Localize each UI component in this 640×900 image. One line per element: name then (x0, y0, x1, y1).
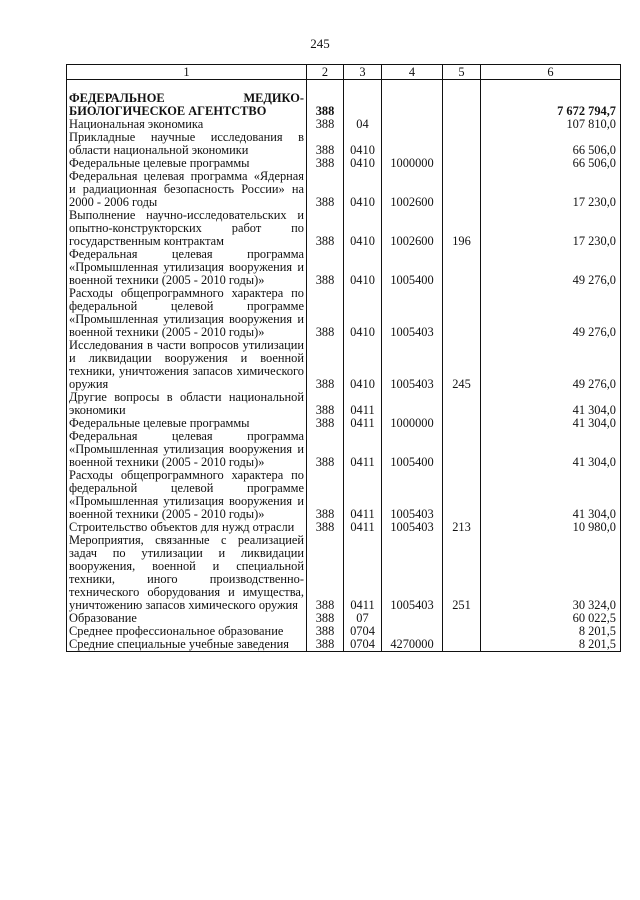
ministry-code: 388 (307, 339, 344, 391)
section-code: 0410 (344, 170, 382, 209)
ministry-code: 388 (307, 131, 344, 157)
amount-value: 66 506,0 (481, 157, 621, 170)
section-code: 0410 (344, 339, 382, 391)
expense-type-code (443, 612, 481, 625)
ministry-code: 388 (307, 157, 344, 170)
row-name: Расходы общепрограммного характера по федеральной целевой программе «Промышленная утилизация вооружения и военной техники (2005 - 2010 годы)» (67, 287, 307, 339)
ministry-code: 388 (307, 248, 344, 287)
ministry-code: 388 (307, 430, 344, 469)
row-name: Федеральная целевая программа «Ядерная и радиационная безопасность России» на 2000 - 2006 годы (67, 170, 307, 209)
column-header-5: 5 (443, 65, 481, 80)
target-article-code: 1005400 (382, 430, 443, 469)
ministry-code: 388 (307, 209, 344, 248)
amount-value: 8 201,5 (481, 638, 621, 652)
ministry-code: 388 (307, 287, 344, 339)
target-article-code: 1005403 (382, 521, 443, 534)
row-name: Среднее профессиональное образование (67, 625, 307, 638)
expense-type-code (443, 417, 481, 430)
ministry-code: 388 (307, 170, 344, 209)
section-code: 0411 (344, 469, 382, 521)
row-name: Федеральная целевая программа «Промышленная утилизация вооружения и военной техники (2005 - 2010 годы)» (67, 248, 307, 287)
row-name: Выполнение научно-исследовательских и опытно-конструкторских работ по государственным контрактам (67, 209, 307, 248)
amount-value: 8 201,5 (481, 625, 621, 638)
section-code: 0410 (344, 209, 382, 248)
ministry-code: 388 (307, 534, 344, 612)
column-header-4: 4 (382, 65, 443, 80)
column-header-2: 2 (307, 65, 344, 80)
row-name: Федеральные целевые программы (67, 157, 307, 170)
target-article-code (382, 131, 443, 157)
amount-value: 49 276,0 (481, 339, 621, 391)
target-article-code: 1005403 (382, 534, 443, 612)
amount-value: 7 672 794,7 (481, 92, 621, 118)
row-name: Расходы общепрограммного характера по федеральной целевой программе «Промышленная утилизация вооружения и военной техники (2005 - 2010 годы)» (67, 469, 307, 521)
expense-type-code (443, 131, 481, 157)
amount-value: 41 304,0 (481, 391, 621, 417)
expense-type-code: 213 (443, 521, 481, 534)
target-article-code: 1005403 (382, 469, 443, 521)
section-code: 07 (344, 612, 382, 625)
page-number: 245 (310, 36, 330, 51)
section-code: 0411 (344, 521, 382, 534)
target-article-code: 1002600 (382, 209, 443, 248)
amount-value: 17 230,0 (481, 170, 621, 209)
ministry-code: 388 (307, 391, 344, 417)
table-row (67, 638, 621, 652)
amount-value: 17 230,0 (481, 209, 621, 248)
table-row (67, 430, 621, 469)
section-code (344, 92, 382, 118)
expense-type-code (443, 469, 481, 521)
table-row (67, 209, 621, 248)
expense-type-code (443, 170, 481, 209)
expense-type-code (443, 92, 481, 118)
expense-type-code (443, 118, 481, 131)
table-header (67, 65, 621, 80)
ministry-code: 388 (307, 625, 344, 638)
target-article-code: 4270000 (382, 638, 443, 652)
amount-value: 49 276,0 (481, 248, 621, 287)
ministry-code: 388 (307, 92, 344, 118)
target-article-code: 1000000 (382, 157, 443, 170)
section-code: 0704 (344, 625, 382, 638)
column-header-3: 3 (344, 65, 382, 80)
expense-type-code: 245 (443, 339, 481, 391)
row-name: Другие вопросы в области национальной экономики (67, 391, 307, 417)
target-article-code: 1005403 (382, 287, 443, 339)
amount-value: 41 304,0 (481, 469, 621, 521)
row-name: Исследования в части вопросов утилизации и ликвидации вооружения и военной техники, уничтожения запасов химического оружия (67, 339, 307, 391)
section-code: 0410 (344, 287, 382, 339)
table-row (67, 339, 621, 391)
expense-type-code (443, 391, 481, 417)
ministry-code: 388 (307, 118, 344, 131)
section-code: 0410 (344, 157, 382, 170)
column-header-1: 1 (67, 65, 307, 80)
table-row (67, 469, 621, 521)
section-code: 0411 (344, 534, 382, 612)
row-name: Национальная экономика (67, 118, 307, 131)
section-code: 0411 (344, 430, 382, 469)
ministry-code: 388 (307, 638, 344, 652)
amount-value: 49 276,0 (481, 287, 621, 339)
section-code: 0411 (344, 417, 382, 430)
table-row (67, 170, 621, 209)
table-row (67, 534, 621, 612)
expense-type-code (443, 248, 481, 287)
expense-type-code (443, 287, 481, 339)
expense-type-code: 196 (443, 209, 481, 248)
section-code: 0704 (344, 638, 382, 652)
expense-type-code (443, 157, 481, 170)
ministry-code: 388 (307, 469, 344, 521)
amount-value: 41 304,0 (481, 417, 621, 430)
budget-table (66, 64, 621, 652)
table-row (67, 287, 621, 339)
target-article-code (382, 92, 443, 118)
section-code: 0410 (344, 248, 382, 287)
amount-value: 30 324,0 (481, 534, 621, 612)
row-name: Мероприятия, связанные с реализацией задач по утилизации и ликвидации вооружения, военной и специальной техники, иного производственно-технического оборудования и имущества, уничтожению запасов химического оружия (67, 534, 307, 612)
table-body (67, 80, 621, 652)
row-name: Образование (67, 612, 307, 625)
amount-value: 41 304,0 (481, 430, 621, 469)
amount-value: 107 810,0 (481, 118, 621, 131)
ministry-code: 388 (307, 521, 344, 534)
amount-value: 10 980,0 (481, 521, 621, 534)
section-code: 0410 (344, 131, 382, 157)
target-article-code: 1005403 (382, 339, 443, 391)
target-article-code: 1002600 (382, 170, 443, 209)
column-header-6: 6 (481, 65, 621, 80)
table-row (67, 391, 621, 417)
row-name: Средние специальные учебные заведения (67, 638, 307, 652)
expense-type-code (443, 638, 481, 652)
row-name: Федеральные целевые программы (67, 417, 307, 430)
target-article-code (382, 391, 443, 417)
ministry-code: 388 (307, 417, 344, 430)
table-row (67, 248, 621, 287)
amount-value: 66 506,0 (481, 131, 621, 157)
expense-type-code (443, 430, 481, 469)
target-article-code (382, 118, 443, 131)
amount-value: 60 022,5 (481, 612, 621, 625)
table-row (67, 92, 621, 118)
table-row (67, 131, 621, 157)
target-article-code: 1005400 (382, 248, 443, 287)
expense-type-code: 251 (443, 534, 481, 612)
row-name: Прикладные научные исследования в области национальной экономики (67, 131, 307, 157)
ministry-code: 388 (307, 612, 344, 625)
section-code: 0411 (344, 391, 382, 417)
target-article-code (382, 612, 443, 625)
row-name: ФЕДЕРАЛЬНОЕ МЕДИКО-БИОЛОГИЧЕСКОЕ АГЕНТСТВО (67, 92, 307, 118)
expense-type-code (443, 625, 481, 638)
section-code: 04 (344, 118, 382, 131)
row-name: Федеральная целевая программа «Промышленная утилизация вооружения и военной техники (2005 - 2010 годы)» (67, 430, 307, 469)
target-article-code: 1000000 (382, 417, 443, 430)
row-name: Строительство объектов для нужд отрасли (67, 521, 307, 534)
